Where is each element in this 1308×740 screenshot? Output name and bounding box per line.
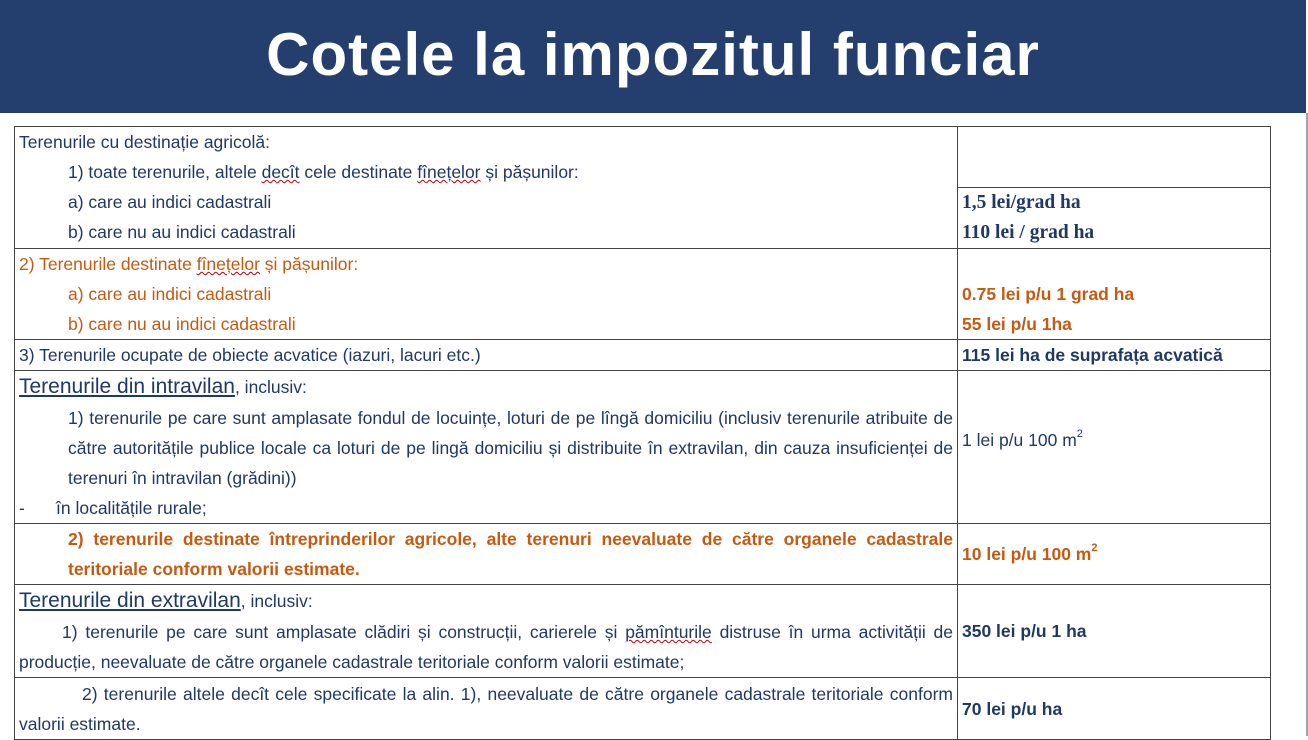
row-heading: Terenurile cu destinație agricolă: [19,132,270,152]
text-fragment: , inclusiv: [240,591,313,611]
description-cell [15,127,958,249]
list-item: b) care nu au indici cadastrali [68,222,296,242]
rate-cell [958,524,1271,585]
table-row-intravilan-1 [15,371,1271,524]
list-item [15,157,957,187]
description-cell [15,371,958,524]
rate-cell [958,249,1271,340]
table-row-agricol [15,127,1271,249]
rate-cell [958,585,1271,678]
rate-cell [958,127,1271,249]
rate-value: 0.75 lei p/u 1 grad ha [962,284,1135,304]
rate-cell [958,678,1271,740]
rate-value: 55 lei p/u 1ha [962,314,1072,334]
rate-value: 350 lei p/u 1 ha [962,621,1087,641]
section-heading: Terenurile din extravilan [19,589,241,612]
description-cell [15,524,958,585]
list-item: b) care nu au indici cadastrali [68,314,296,334]
rate-value [958,539,1270,569]
spellcheck-word: fînețelor [196,254,260,274]
rate-value: 1,5 lei/grad ha [962,192,1081,213]
list-item: 2) terenurile altele decît cele specificate la alin. 1), neevaluate de către organele cadastrale teritoriale conform valorii estimate. [19,684,953,734]
list-item: a) care au indici cadastrali [68,284,272,304]
tax-rates-table [14,126,1271,740]
text-fragment: 1) terenurile pe care sunt amplasate clădiri și construcții, carierele și [62,622,626,642]
text-fragment: 10 lei p/u 100 m [962,544,1092,564]
rate-value: 115 lei ha de suprafața acvatică [962,345,1223,365]
text-fragment: cele destinate [299,162,418,182]
table-row-fanete [15,249,1271,340]
row-heading [15,371,957,403]
description-cell [15,340,958,371]
list-item [15,617,957,677]
empty-area [958,249,1270,279]
list-item: 2) terenurile destinate întreprinderilor agricole, alte terenuri neevaluate de către organele cadastrale teritoriale conform valorii estimate. [68,529,953,579]
text-fragment: și pășunilor: [480,162,579,182]
list-item [15,493,957,523]
row-heading [15,585,957,617]
spellcheck-word: fînețelor [417,162,481,182]
description-cell [15,678,958,740]
rate-value: 110 lei / grad ha [962,222,1095,243]
superscript: 2 [1076,428,1083,441]
spellcheck-word: decît [261,162,300,182]
description-cell [15,585,958,678]
text-fragment: și pășunilor: [259,254,359,274]
page-title: Cotele la impozitul funciar [266,21,1040,88]
table-row-extravilan-1 [15,585,1271,678]
rate-cell [958,340,1271,371]
text-fragment: 2) Terenurile destinate [19,254,197,274]
description-cell [15,249,958,340]
row-text: 3) Terenurile ocupate de obiecte acvatice (iazuri, lacuri etc.) [19,345,481,365]
table-row-intravilan-2 [15,524,1271,585]
table-row-acvatice [15,340,1271,371]
superscript: 2 [1091,542,1098,555]
text-fragment: 1 lei p/u 100 m [962,430,1077,450]
text-fragment: în localitățile rurale; [56,498,207,518]
title-banner [0,0,1306,113]
list-item: a) care au indici cadastrali [68,192,272,212]
empty-area [958,127,1270,187]
text-fragment: , inclusiv: [234,377,307,397]
dash-bullet: - [19,498,25,518]
table-row-extravilan-2 [15,678,1271,740]
row-heading [15,249,957,279]
rate-group [958,187,1270,248]
rate-value: 70 lei p/u ha [962,698,1063,719]
text-fragment: distruse în urma activității de producție, neevaluate de către organele cadastrale teritoriale conform valorii estimate; [19,622,954,672]
spellcheck-word: pămînturile [625,622,712,642]
list-item: 1) terenurile pe care sunt amplasate fondul de locuințe, loturi de pe lîngă domiciliu (inclusiv terenurile atribuite de către autoritățile publice locale ca loturi de pe lingă domiciliu și distribuite în extravilan, din cauza insuficienței de terenuri în intravilan (grădini)) [68,408,953,488]
section-heading: Terenurile din intravilan [19,375,235,398]
rate-cell [958,371,1271,524]
rate-value [958,425,1270,455]
text-fragment: 1) toate terenurile, altele [68,162,262,182]
